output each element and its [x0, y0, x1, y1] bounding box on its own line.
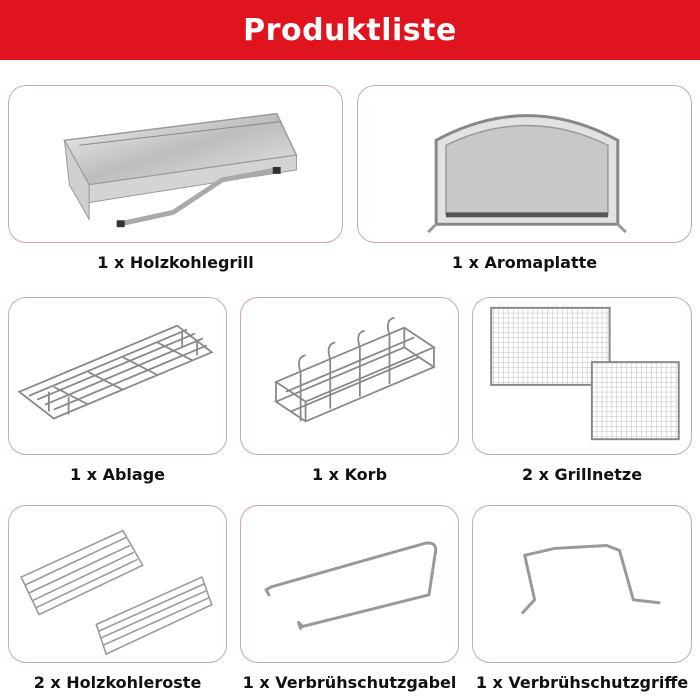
product-label: 1 x Ablage: [69, 465, 165, 484]
product-card-scald-fork: [240, 505, 459, 663]
charcoal-grill-icon: [9, 86, 342, 242]
product-card-shelf: [8, 297, 227, 455]
grill-mesh-icon: [473, 298, 691, 454]
product-card-scald-handle: [472, 505, 692, 663]
product-label: 2 x Holzkohleroste: [33, 673, 202, 692]
product-card-aroma-plate: [357, 85, 692, 243]
scald-handle-icon: [473, 506, 691, 662]
product-label: 1 x Verbrühschutzgabel: [242, 673, 457, 692]
product-card-basket: [240, 297, 459, 455]
product-label: 1 x Aromaplatte: [451, 253, 598, 272]
charcoal-grate-icon: [9, 506, 226, 662]
product-label: 1 x Korb: [311, 465, 388, 484]
aroma-plate-icon: [358, 86, 691, 242]
product-card-grill-mesh: [472, 297, 692, 455]
product-label: 1 x Holzkohlegrill: [97, 253, 254, 272]
scald-fork-icon: [241, 506, 458, 662]
product-card-grill: [8, 85, 343, 243]
basket-icon: [241, 298, 458, 454]
product-label: 2 x Grillnetze: [521, 465, 643, 484]
product-card-charcoal-grate: [8, 505, 227, 663]
product-label: 1 x Verbrühschutzgriffe: [475, 673, 689, 692]
header-banner: [0, 0, 700, 60]
page-title: Produktliste: [243, 12, 457, 48]
shelf-rack-icon: [9, 298, 226, 454]
